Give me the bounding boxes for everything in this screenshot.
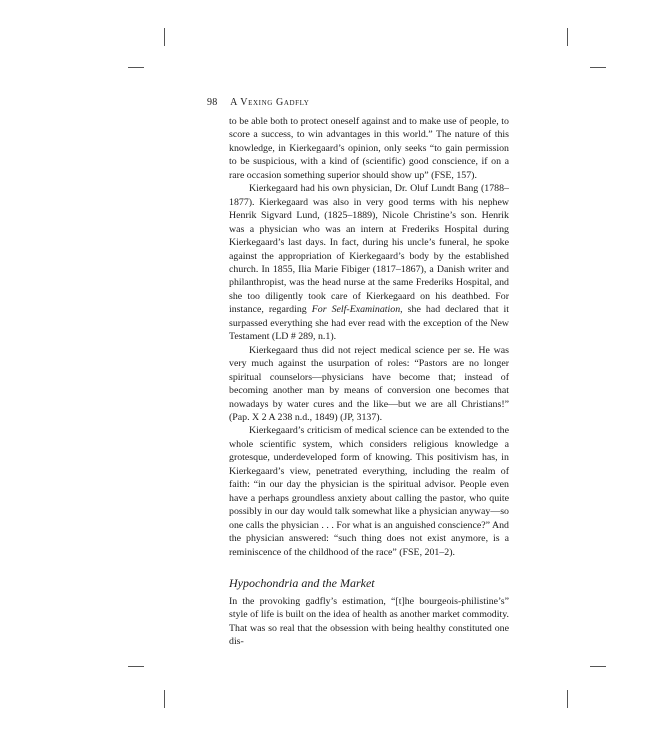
crop-mark-top-right bbox=[567, 28, 568, 46]
crop-mark-bottom-right bbox=[567, 690, 568, 708]
crop-mark-right-upper bbox=[590, 67, 606, 68]
crop-mark-left-lower bbox=[128, 666, 144, 667]
crop-mark-right-lower bbox=[590, 666, 606, 667]
crop-mark-left-upper bbox=[128, 67, 144, 68]
paragraph-text: , she had declared that it surpassed everything she had ever read with the exception of the New Testament (LD # 289, n.1). bbox=[229, 304, 510, 343]
book-title: For Self-Examination bbox=[311, 304, 401, 316]
section-heading: Hypochondria and the Market bbox=[229, 575, 375, 590]
crop-mark-top-left bbox=[164, 28, 165, 46]
page-number: 98 bbox=[207, 97, 218, 108]
paragraph bbox=[229, 182, 509, 343]
crop-mark-bottom-left bbox=[164, 690, 165, 708]
paragraph: to be able both to protect oneself against and to make use of people, to score a success, to win advantages in this world.” The nature of this knowledge, in Kierkegaard’s opinion, only seeks “to gain permission to be suspicious, with a kind of (scientific) good conscience, if on a rare occasion something superior should show up” (FSE, 157). bbox=[229, 116, 509, 181]
paragraph: Kierkegaard thus did not reject medical science per se. He was very much against the usurpation of roles: “Pastors are no longer spiritual counselors—physicians have become that; instead of becoming another man by means of conversion one becomes that nowadays by water cures and the like—but we are all Christians!” (Pap. X 2 A 238 n.d., 1849) (JP, 3137). bbox=[229, 344, 509, 423]
running-header bbox=[207, 97, 309, 108]
body-text bbox=[229, 115, 509, 649]
paragraph-text: Kierkegaard had his own physician, Dr. Oluf Lundt Bang (1788–1877). Kierkegaard was also in very good terms with his nephew Henrik Sigvard Lund, (1825–1889), Nicole Christine’s son. Henrik was a physician who was an intern at Frederiks Hospital during Kierkegaard’s last days. In fact, during his uncle’s funeral, he spoke against the appropriation of Kierkegaard’s body by the established church. In 1855, Ilia Marie Fibiger (1817–1867), a Danish writer and philanthropist, was the head nurse at the same Frederiks Hospital, and she too diligently took care of Kierkegaard on his deathbed. For instance, regarding bbox=[229, 183, 509, 316]
paragraph: Kierkegaard’s criticism of medical science can be extended to the whole scientific system, which considers religious knowledge a grotesque, underdeveloped form of knowing. This positivism has, in Kierkegaard’s view, penetrated everything, including the realm of faith: “in our day the physician is the spiritual advisor. People even have a perhaps groundless anxiety about calling the pastor, who quite possibly in our day would talk somewhat like a physician anyway—so one calls the physician . . . For what is an anguished conscience?” And the physician answered: “such thing does not exist anymore, is a reminiscence of the childhood of the race” (FSE, 201–2). bbox=[229, 425, 509, 558]
running-title: A Vexing Gadfly bbox=[230, 97, 310, 108]
paragraph: In the provoking gadfly’s estimation, “[t]he bourgeois-philistine’s” style of life is built on the idea of health as another market commodity. That was so real that the obsession with being healthy constituted one dis- bbox=[229, 595, 509, 648]
